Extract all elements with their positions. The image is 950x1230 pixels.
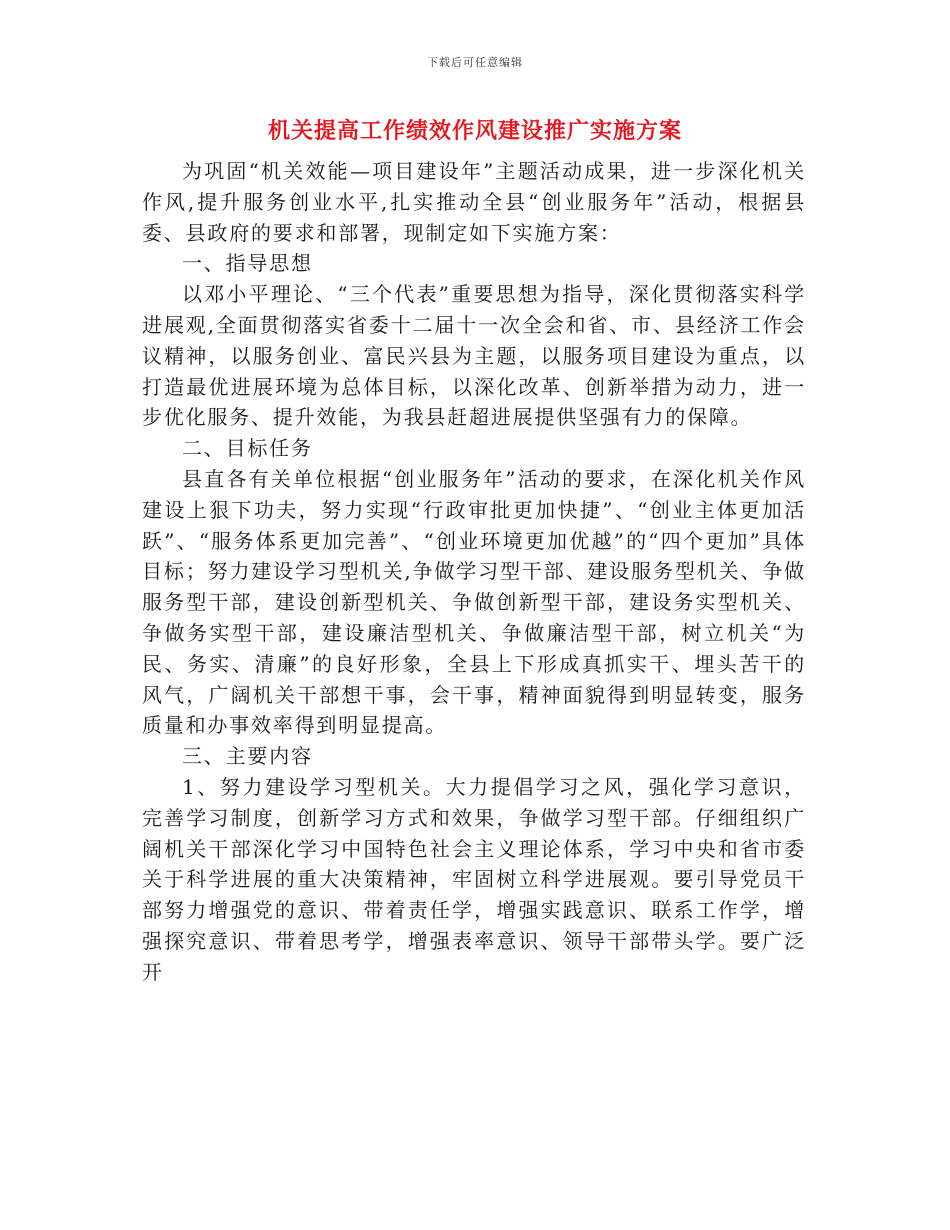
paragraph-guiding-ideology: 以邓小平理论、“三个代表”重要思想为指导，深化贯彻落实科学进展观,全面贯彻落实省委十二届十一次全会和省、市、县经济工作会议精神，以服务创业、富民兴县为主题，以服务项目建设为重点，以打造最优进展环境为总体目标，以深化改革、创新举措为动力，进一步优化服务、提升效能，为我县赶超进展提供坚强有力的保障。 xyxy=(142,282,806,430)
document-body xyxy=(142,156,806,988)
paragraph-main-content-1: 1、努力建设学习型机关。大力提倡学习之风，强化学习意识，完善学习制度，创新学习方式和效果，争做学习型干部。仔细组织广阔机关干部深化学习中国特色社会主义理论体系，学习中央和省市委关于科学进展的重大决策精神，牢固树立科学进展观。要引导党员干部努力增强党的意识、带着责任学，增强实践意识、联系工作学，增强探究意识、带着思考学，增强表率意识、领导干部带头学。要广泛开 xyxy=(142,774,806,984)
section-heading-goals-tasks: 二、目标任务 xyxy=(182,436,313,461)
document-title: 机关提高工作绩效作风建设推广实施方案 xyxy=(267,118,682,144)
paragraph-goals-tasks: 县直各有关单位根据“创业服务年”活动的要求，在深化机关作风建设上狠下功夫，努力实现“行政审批更加快捷”、“创业主体更加活跃”、“服务体系更加完善”、“创业环境更加优越”的“四个更加”具体目标；努力建设学习型机关,争做学习型干部、建设服务型机关、争做服务型干部，建设创新型机关、争做创新型干部，建设务实型机关、争做务实型干部，建设廉洁型机关、争做廉洁型干部，树立机关“为民、务实、清廉”的良好形象，全县上下形成真抓实干、埋头苦干的风气，广阔机关干部想干事，会干事，精神面貌得到明显转变，服务质量和办事效率得到明显提高。 xyxy=(142,466,806,738)
page-header-note: 下载后可任意编辑 xyxy=(427,56,523,69)
section-heading-guiding-ideology: 一、指导思想 xyxy=(182,251,313,276)
paragraph-intro: 为巩固“机关效能—项目建设年”主题活动成果，进一步深化机关作风,提升服务创业水平,扎实推动全县“创业服务年”活动，根据县委、县政府的要求和部署，现制定如下实施方案： xyxy=(142,159,806,245)
section-heading-main-content: 三、主要内容 xyxy=(182,744,313,769)
